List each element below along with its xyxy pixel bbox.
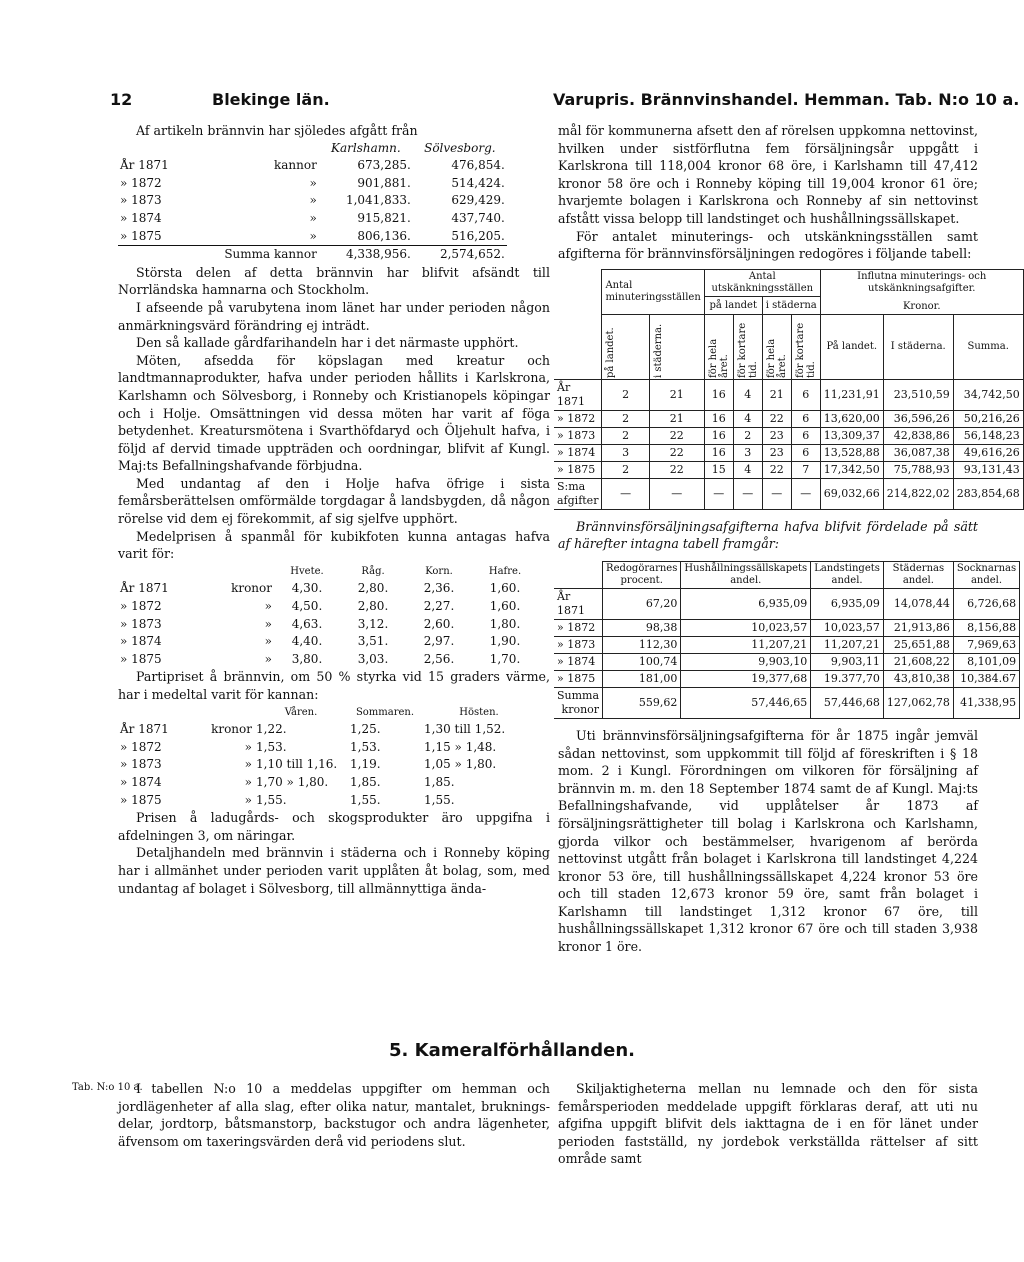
h-afg-staderna: I städerna. — [883, 314, 953, 379]
vh-landet-kort: för kortare tid. — [736, 322, 759, 378]
t1-value: 22 — [649, 461, 704, 478]
para-ladugard: Prisen å ladugårds- och skogsprodukter äro uppgifna i afdelningen 3, om näringar. — [118, 810, 550, 843]
t1-sum-cell: — — [733, 478, 762, 509]
row-unit: » — [309, 210, 317, 225]
row-year: » 1875 — [120, 651, 162, 666]
h-socknar: Socknarnas andel. — [953, 561, 1019, 588]
row-unit: » — [264, 651, 272, 666]
t2-sum-cell: 57,446,68 — [811, 687, 884, 718]
t2-row — [554, 653, 1020, 670]
col-varen: Våren. — [284, 706, 318, 718]
para-antal: För antalet minuterings- och utskänkningsställen samt afgifterna för brännvinsförsäljningen redogöres i följande tabell: — [558, 228, 978, 262]
t1-value: 4 — [733, 379, 762, 410]
t1-value: 22 — [649, 427, 704, 444]
t2-value: 98,38 — [603, 619, 681, 636]
spirit-price: 1,15 » 1,48. — [424, 739, 497, 754]
h-influtna-text: Influtna minuterings- och utskänkningsafgifter. — [857, 270, 987, 294]
grain-row — [118, 651, 538, 669]
t1-value: 23 — [762, 427, 791, 444]
h-i-staderna: i städerna — [762, 297, 820, 314]
h-redogorare: Redogörarnes procent. — [603, 561, 681, 588]
t2-value: 181,00 — [603, 670, 681, 687]
para-export: Största delen af detta brännvin har blifvit afsändt till Norrländska hamnarna och Stockholm. — [118, 264, 550, 298]
h-stader: Städernas andel. — [883, 561, 953, 588]
spirit-row — [118, 792, 536, 810]
export-row — [118, 175, 507, 193]
row-year: » 1874 — [120, 210, 162, 225]
spirit-price: 1,25. — [350, 722, 381, 737]
spirit-price: 1,70 » 1,80. — [256, 774, 329, 789]
row-year: » 1875 — [120, 228, 162, 243]
col-rag: Råg. — [361, 565, 385, 577]
t2-sum-cell: 41,338,95 — [953, 687, 1019, 718]
grain-price: 3,51. — [357, 634, 389, 649]
solvesborg-value: 516,205. — [451, 228, 505, 243]
grain-price: 4,30. — [291, 581, 323, 596]
t1-value: 13,528,88 — [820, 444, 883, 461]
t2-value: 100,74 — [603, 653, 681, 670]
section-left-text — [118, 1080, 550, 1150]
t1-sum-cell: — — [704, 478, 733, 509]
row-year: » 1873 — [120, 757, 162, 772]
t2-value: 19.377,70 — [811, 670, 884, 687]
col-hvete: Hvete. — [290, 565, 324, 577]
spirit-price: 1,53. — [256, 739, 287, 754]
t2-value: 9,903,11 — [811, 653, 884, 670]
t1-value: 21 — [762, 379, 791, 410]
para-nettovinst: mål för kommunerna afsett den af rörelsen uppkomna nettovinst, hvilken under sistförflutna fem försäljningsår uppgått i Karlskrona till 118,004 kronor 68 öre, i Karlshamn till 47,412 kronor 58 öre och i Ronneby köping till 19,004 kronor 61 öre; hvarjemte bolagen i Karlskrona och Ronneby af sin nettovinst afstått vissa belopp till landstinget och hushållningssällskapet. — [558, 123, 978, 226]
t1-sum-landet: 69,032,66 — [820, 478, 883, 509]
col-solvesborg: Sölvesborg. — [424, 140, 496, 155]
t2-row — [554, 636, 1020, 653]
t1-value: 22 — [649, 444, 704, 461]
t1-value: 2 — [602, 427, 649, 444]
grain-price: 2,27. — [423, 599, 455, 614]
t1-value: 6 — [791, 444, 820, 461]
t2-value: 6,935,09 — [811, 588, 884, 619]
t2-value: 14,078,44 — [883, 588, 953, 619]
export-sum-a: 4,338,956. — [319, 246, 413, 264]
t1-value: 21 — [649, 379, 704, 410]
t2-sum-cell: 127,062,78 — [883, 687, 953, 718]
t1-value: 2 — [602, 410, 649, 427]
t1-value: 17,342,50 — [820, 461, 883, 478]
t1-value: 34,742,50 — [953, 379, 1023, 410]
row-year: År 1871 — [554, 379, 602, 410]
export-row — [118, 192, 507, 210]
karlshamn-value: 901,881. — [357, 175, 411, 190]
grain-price: 3,12. — [357, 616, 389, 631]
t1-value: 16 — [704, 427, 733, 444]
h-landsting: Landstingets andel. — [811, 561, 884, 588]
para-skiljaktigheter: Skiljaktigheterna mellan nu lemnade och den för sista femårsperioden meddelade uppgift förklaras deraf, att uti nu afgifna uppgift blifvit dels iakttagna de i en för länet under perioden fastställd, ny jordebok verkställda rättelser af sitt område samt — [558, 1081, 978, 1167]
h-influtna — [820, 269, 1023, 314]
t1-row — [554, 444, 1023, 461]
spirit-price: 1,30 till 1,52. — [424, 722, 506, 737]
h-afg-landet: På landet. — [820, 314, 883, 379]
spirit-price: 1,53. — [350, 739, 381, 754]
vh-landet-hela: för hela året. — [707, 338, 730, 378]
sales-outlets-table — [554, 269, 1024, 510]
export-row — [118, 228, 507, 246]
t2-value: 6,726,68 — [953, 588, 1019, 619]
t2-value: 8,101,09 — [953, 653, 1019, 670]
row-year: » 1873 — [120, 193, 162, 208]
row-year: År 1871 — [554, 588, 603, 619]
h-afg-summa: Summa. — [953, 314, 1023, 379]
row-year: » 1872 — [120, 599, 162, 614]
t1-value: 42,838,86 — [883, 427, 953, 444]
row-unit: kronor — [211, 722, 252, 737]
row-year: » 1875 — [554, 670, 603, 687]
t1-value: 6 — [791, 427, 820, 444]
t2-row — [554, 588, 1020, 619]
t2-sum-label: Summa kronor — [554, 687, 603, 718]
t1-value: 22 — [762, 410, 791, 427]
h-pa-landet: på landet — [704, 297, 762, 314]
col-karlshamn: Karlshamn. — [331, 140, 401, 155]
t1-sum-label: S:ma afgifter — [554, 478, 602, 509]
left-column — [118, 122, 550, 897]
t2-value: 8,156,88 — [953, 619, 1019, 636]
row-year: » 1872 — [554, 619, 603, 636]
t1-value: 11,231,91 — [820, 379, 883, 410]
export-sum-b: 2,574,652. — [413, 246, 507, 264]
t1-sum-cell: — — [649, 478, 704, 509]
t2-value: 10,023,57 — [811, 619, 884, 636]
row-year: » 1875 — [120, 792, 162, 807]
row-year: » 1874 — [120, 634, 162, 649]
t1-value: 49,616,26 — [953, 444, 1023, 461]
col-hafre: Hafre. — [488, 565, 522, 577]
grain-price: 1,60. — [489, 581, 521, 596]
spirit-row — [118, 756, 536, 774]
t1-value: 93,131,43 — [953, 461, 1023, 478]
export-row — [118, 157, 507, 175]
t1-value: 16 — [704, 379, 733, 410]
grain-price: 2,56. — [423, 651, 455, 666]
grain-price: 3,03. — [357, 651, 389, 666]
t1-sum-cell: — — [791, 478, 820, 509]
spirit-price: 1,55. — [350, 792, 381, 807]
spirit-price-table — [118, 704, 536, 810]
t2-value: 21,608,22 — [883, 653, 953, 670]
export-sum-label: Summa kannor — [118, 246, 319, 264]
row-year: » 1874 — [554, 653, 603, 670]
row-year: » 1873 — [554, 427, 602, 444]
grain-price-table — [118, 563, 538, 669]
t2-value: 10,384.67 — [953, 670, 1019, 687]
col-korn: Korn. — [425, 565, 453, 577]
t1-value: 23 — [762, 444, 791, 461]
grain-price: 1,90. — [489, 634, 521, 649]
row-year: » 1872 — [120, 739, 162, 754]
grain-price: 2,80. — [357, 581, 389, 596]
grain-row — [118, 633, 538, 651]
row-year: År 1871 — [120, 722, 169, 737]
t2-value: 10,023,57 — [681, 619, 811, 636]
t1-sum-cell: — — [602, 478, 649, 509]
para-gardfari: Den så kallade gårdfarihandeln har i det närmaste upphört. — [136, 335, 519, 351]
h-antal-minutering: Antal minuteringsställen — [602, 269, 704, 314]
solvesborg-value: 437,740. — [451, 210, 505, 225]
spirit-row — [118, 739, 536, 757]
spirit-price: 1,10 till 1,16. — [256, 757, 338, 772]
t1-value: 3 — [733, 444, 762, 461]
t1-sum-cell: — — [762, 478, 791, 509]
t2-value: 112,30 — [603, 636, 681, 653]
solvesborg-value: 476,854. — [451, 158, 505, 173]
karlshamn-value: 1,041,833. — [345, 193, 411, 208]
row-unit: kannor — [274, 158, 317, 173]
row-unit: » — [309, 228, 317, 243]
grain-price: 1,80. — [489, 616, 521, 631]
grain-price: 4,40. — [291, 634, 323, 649]
t2-row — [554, 619, 1020, 636]
para-medelpris: Medelprisen å spanmål för kubikfoten kunna antagas hafva varit för: — [118, 528, 550, 562]
t1-row — [554, 410, 1023, 427]
t2-value: 25,651,88 — [883, 636, 953, 653]
grain-row — [118, 616, 538, 634]
right-column — [557, 122, 1020, 956]
row-unit: » — [264, 616, 272, 631]
row-year: År 1871 — [120, 158, 169, 173]
right-running-title: Varupris. Brännvinshandel. Hemman. Tab. N:o 10 a. — [553, 90, 1020, 109]
para-detaljhandel: Detaljhandeln med brännvin i städerna och i Ronneby köping har i allmänhet under perioden varit upplåten åt bolag, som, med undantag af bolaget i Sölvesborg, till allmännyttiga ända- — [118, 845, 550, 896]
para-moten: Möten, afsedda för köpslagan med kreatur och landtmannaprodukter, hafva under perioden hållits i Karlskrona, Karlshamn och Sölvesborg, i Ronneby och Kristianopels köpingar och i Holje. Omsättningen vid dessa möten har varit af föga betydenhet. Kreatursmötena i Svarthöfdaryd och Öljehult hafva, i följd af dervid timade uppträden och oordningar, blifvit af Kungl. Maj:ts Befallningshafvande förbjudna. — [118, 352, 550, 474]
vh-stad-hela: för hela året. — [765, 338, 788, 378]
export-table — [118, 140, 507, 264]
grain-price: 1,60. — [489, 599, 521, 614]
row-year: » 1872 — [120, 175, 162, 190]
t1-value: 22 — [762, 461, 791, 478]
t2-value: 6,935,09 — [681, 588, 811, 619]
col-hosten: Hösten. — [459, 706, 499, 718]
vh-i-staderna: i städerna. — [652, 323, 664, 378]
t2-row — [554, 670, 1020, 687]
spirit-price: 1,55. — [256, 792, 287, 807]
row-unit: » — [244, 739, 252, 754]
grain-row — [118, 580, 538, 598]
t1-value: 2 — [602, 461, 649, 478]
row-year: » 1874 — [120, 774, 162, 789]
grain-price: 2,97. — [423, 634, 455, 649]
t2-value: 43,810,38 — [883, 670, 953, 687]
grain-row — [118, 598, 538, 616]
row-unit: » — [244, 757, 252, 772]
grain-price: 2,80. — [357, 599, 389, 614]
t1-value: 15 — [704, 461, 733, 478]
spirit-price: 1,22. — [256, 722, 287, 737]
row-year: » 1872 — [554, 410, 602, 427]
h-antal-utskankning: Antal utskänkningsställen — [704, 269, 820, 297]
section-right-text — [558, 1080, 978, 1168]
t1-value: 16 — [704, 444, 733, 461]
t2-value: 7,969,63 — [953, 636, 1019, 653]
t1-row — [554, 427, 1023, 444]
grain-price: 4,63. — [291, 616, 323, 631]
para-partipris: Partipriset å brännvin, om 50 % styrka vid 15 graders värme, har i medeltal varit för kannan: — [118, 669, 550, 702]
h-kronor: Kronor. — [902, 300, 941, 312]
row-unit: kronor — [231, 581, 272, 596]
row-year: » 1874 — [554, 444, 602, 461]
para-varubyten: I afseende på varubytena inom länet har under perioden någon anmärkningsvärd förändring ej inträdt. — [118, 299, 550, 333]
vh-pa-landet: på landet. — [605, 327, 617, 378]
karlshamn-value: 806,136. — [357, 228, 411, 243]
t1-value: 16 — [704, 410, 733, 427]
t1-value: 50,216,26 — [953, 410, 1023, 427]
t2-sum-cell: 57,446,65 — [681, 687, 811, 718]
t1-value: 6 — [791, 410, 820, 427]
row-unit: » — [244, 774, 252, 789]
solvesborg-value: 629,429. — [451, 193, 505, 208]
t1-row — [554, 461, 1023, 478]
export-row — [118, 210, 507, 228]
t1-value: 2 — [602, 379, 649, 410]
col-sommaren: Sommaren. — [355, 706, 415, 718]
margin-reference: Tab. N:o 10 a. — [72, 1082, 143, 1093]
row-year: » 1873 — [554, 636, 603, 653]
spirit-price: 1,55. — [424, 792, 455, 807]
t1-sum-summa: 283,854,68 — [953, 478, 1023, 509]
distribution-table — [554, 561, 1020, 719]
t1-value: 7 — [791, 461, 820, 478]
vh-stad-kort: för kortare tid. — [794, 322, 817, 378]
t1-value: 23,510,59 — [883, 379, 953, 410]
row-unit: » — [264, 599, 272, 614]
t1-value: 13,309,37 — [820, 427, 883, 444]
export-intro: Af artikeln brännvin har sjöledes afgått från — [136, 123, 418, 138]
spirit-row — [118, 721, 536, 739]
t2-value: 21,913,86 — [883, 619, 953, 636]
t1-row — [554, 379, 1023, 410]
t2-value: 11,207,21 — [811, 636, 884, 653]
grain-price: 2,36. — [423, 581, 455, 596]
grain-price: 3,80. — [291, 651, 323, 666]
para-uti: Uti brännvinsförsäljningsafgifterna för år 1875 ingår jemväl sådan nettovinst, som uppkommit till följd af föreskriften i § 18 mom. 2 i Kungl. Förordningen om vilkoren för försäljning af brännvin m. m. den 18 September 1874 samt de af Kungl. Maj:ts Befallningshafvande, vid upplåtelser år 1873 af försäljningsrättigheter till bolag i Karlskrona och Karlshamn, gjorda vilkor och bestämmelser, hvarigenom af berörda nettovinst utgått från bolaget i Karlskrona till landstinget 4,224 kronor 53 öre, till hushållningssällskapet 4,224 kronor 53 öre och till staden 12,673 kronor 59 öre, samt från bolaget i Karlshamn till landstinget 1,312 kronor 67 öre, till hushållningssällskapet 1,312 kronor 67 öre och till staden 3,938 kronor 1 öre. — [558, 727, 978, 955]
grain-price: 1,70. — [489, 651, 521, 666]
t2-value: 67,20 — [603, 588, 681, 619]
row-year: År 1871 — [120, 581, 169, 596]
grain-price: 4,50. — [291, 599, 323, 614]
row-unit: » — [264, 634, 272, 649]
spirit-price: 1,85. — [350, 774, 381, 789]
karlshamn-value: 673,285. — [357, 158, 411, 173]
grain-price: 2,60. — [423, 616, 455, 631]
t2-value: 9,903,10 — [681, 653, 811, 670]
t2-sum-cell: 559,62 — [603, 687, 681, 718]
t1-value: 4 — [733, 410, 762, 427]
t1-value: 36,596,26 — [883, 410, 953, 427]
left-running-title: Blekinge län. — [212, 90, 330, 109]
t1-value: 56,148,23 — [953, 427, 1023, 444]
section-title: 5. Kameralförhållanden. — [389, 1040, 635, 1061]
para-torgdagar: Med undantag af den i Holje hafva öfrige i sista femårsberättelsen omförmälde torgdagar å landsbygden, då någon rörelse vid dem ej förekommit, af sig sjelfve upphört. — [118, 475, 550, 527]
h-hushallning: Hushållningssällskapets andel. — [681, 561, 811, 588]
t1-value: 6 — [791, 379, 820, 410]
row-unit: » — [244, 792, 252, 807]
page-number: 12 — [110, 90, 133, 109]
spirit-row — [118, 774, 536, 792]
solvesborg-value: 514,424. — [451, 175, 505, 190]
t1-value: 75,788,93 — [883, 461, 953, 478]
t1-value: 13,620,00 — [820, 410, 883, 427]
row-unit: » — [309, 193, 317, 208]
row-year: » 1873 — [120, 616, 162, 631]
t1-value: 21 — [649, 410, 704, 427]
t1-value: 2 — [733, 427, 762, 444]
spirit-price: 1,05 » 1,80. — [424, 757, 497, 772]
karlshamn-value: 915,821. — [357, 210, 411, 225]
para-fordelning: Brännvinsförsäljningsafgifterna hafva blifvit fördelade på sätt af härefter intagna tabell framgår: — [558, 518, 978, 552]
spirit-price: 1,19. — [350, 757, 381, 772]
spirit-price: 1,85. — [424, 774, 455, 789]
t2-value: 19,377,68 — [681, 670, 811, 687]
para-tabell-10a: I tabellen N:o 10 a meddelas uppgifter om hemman och jordlägenheter af alla slag, efter olika natur, mantalet, bruknings-delar, jordtorp, båtsmanstorp, backstugor och andra lägenheter, äfvensom om taxeringsvärden derå vid periodens slut. — [118, 1081, 550, 1149]
t1-value: 3 — [602, 444, 649, 461]
t1-sum-staderna: 214,822,02 — [883, 478, 953, 509]
t1-value: 4 — [733, 461, 762, 478]
t2-value: 11,207,21 — [681, 636, 811, 653]
row-year: » 1875 — [554, 461, 602, 478]
t1-value: 36,087,38 — [883, 444, 953, 461]
row-unit: » — [309, 175, 317, 190]
